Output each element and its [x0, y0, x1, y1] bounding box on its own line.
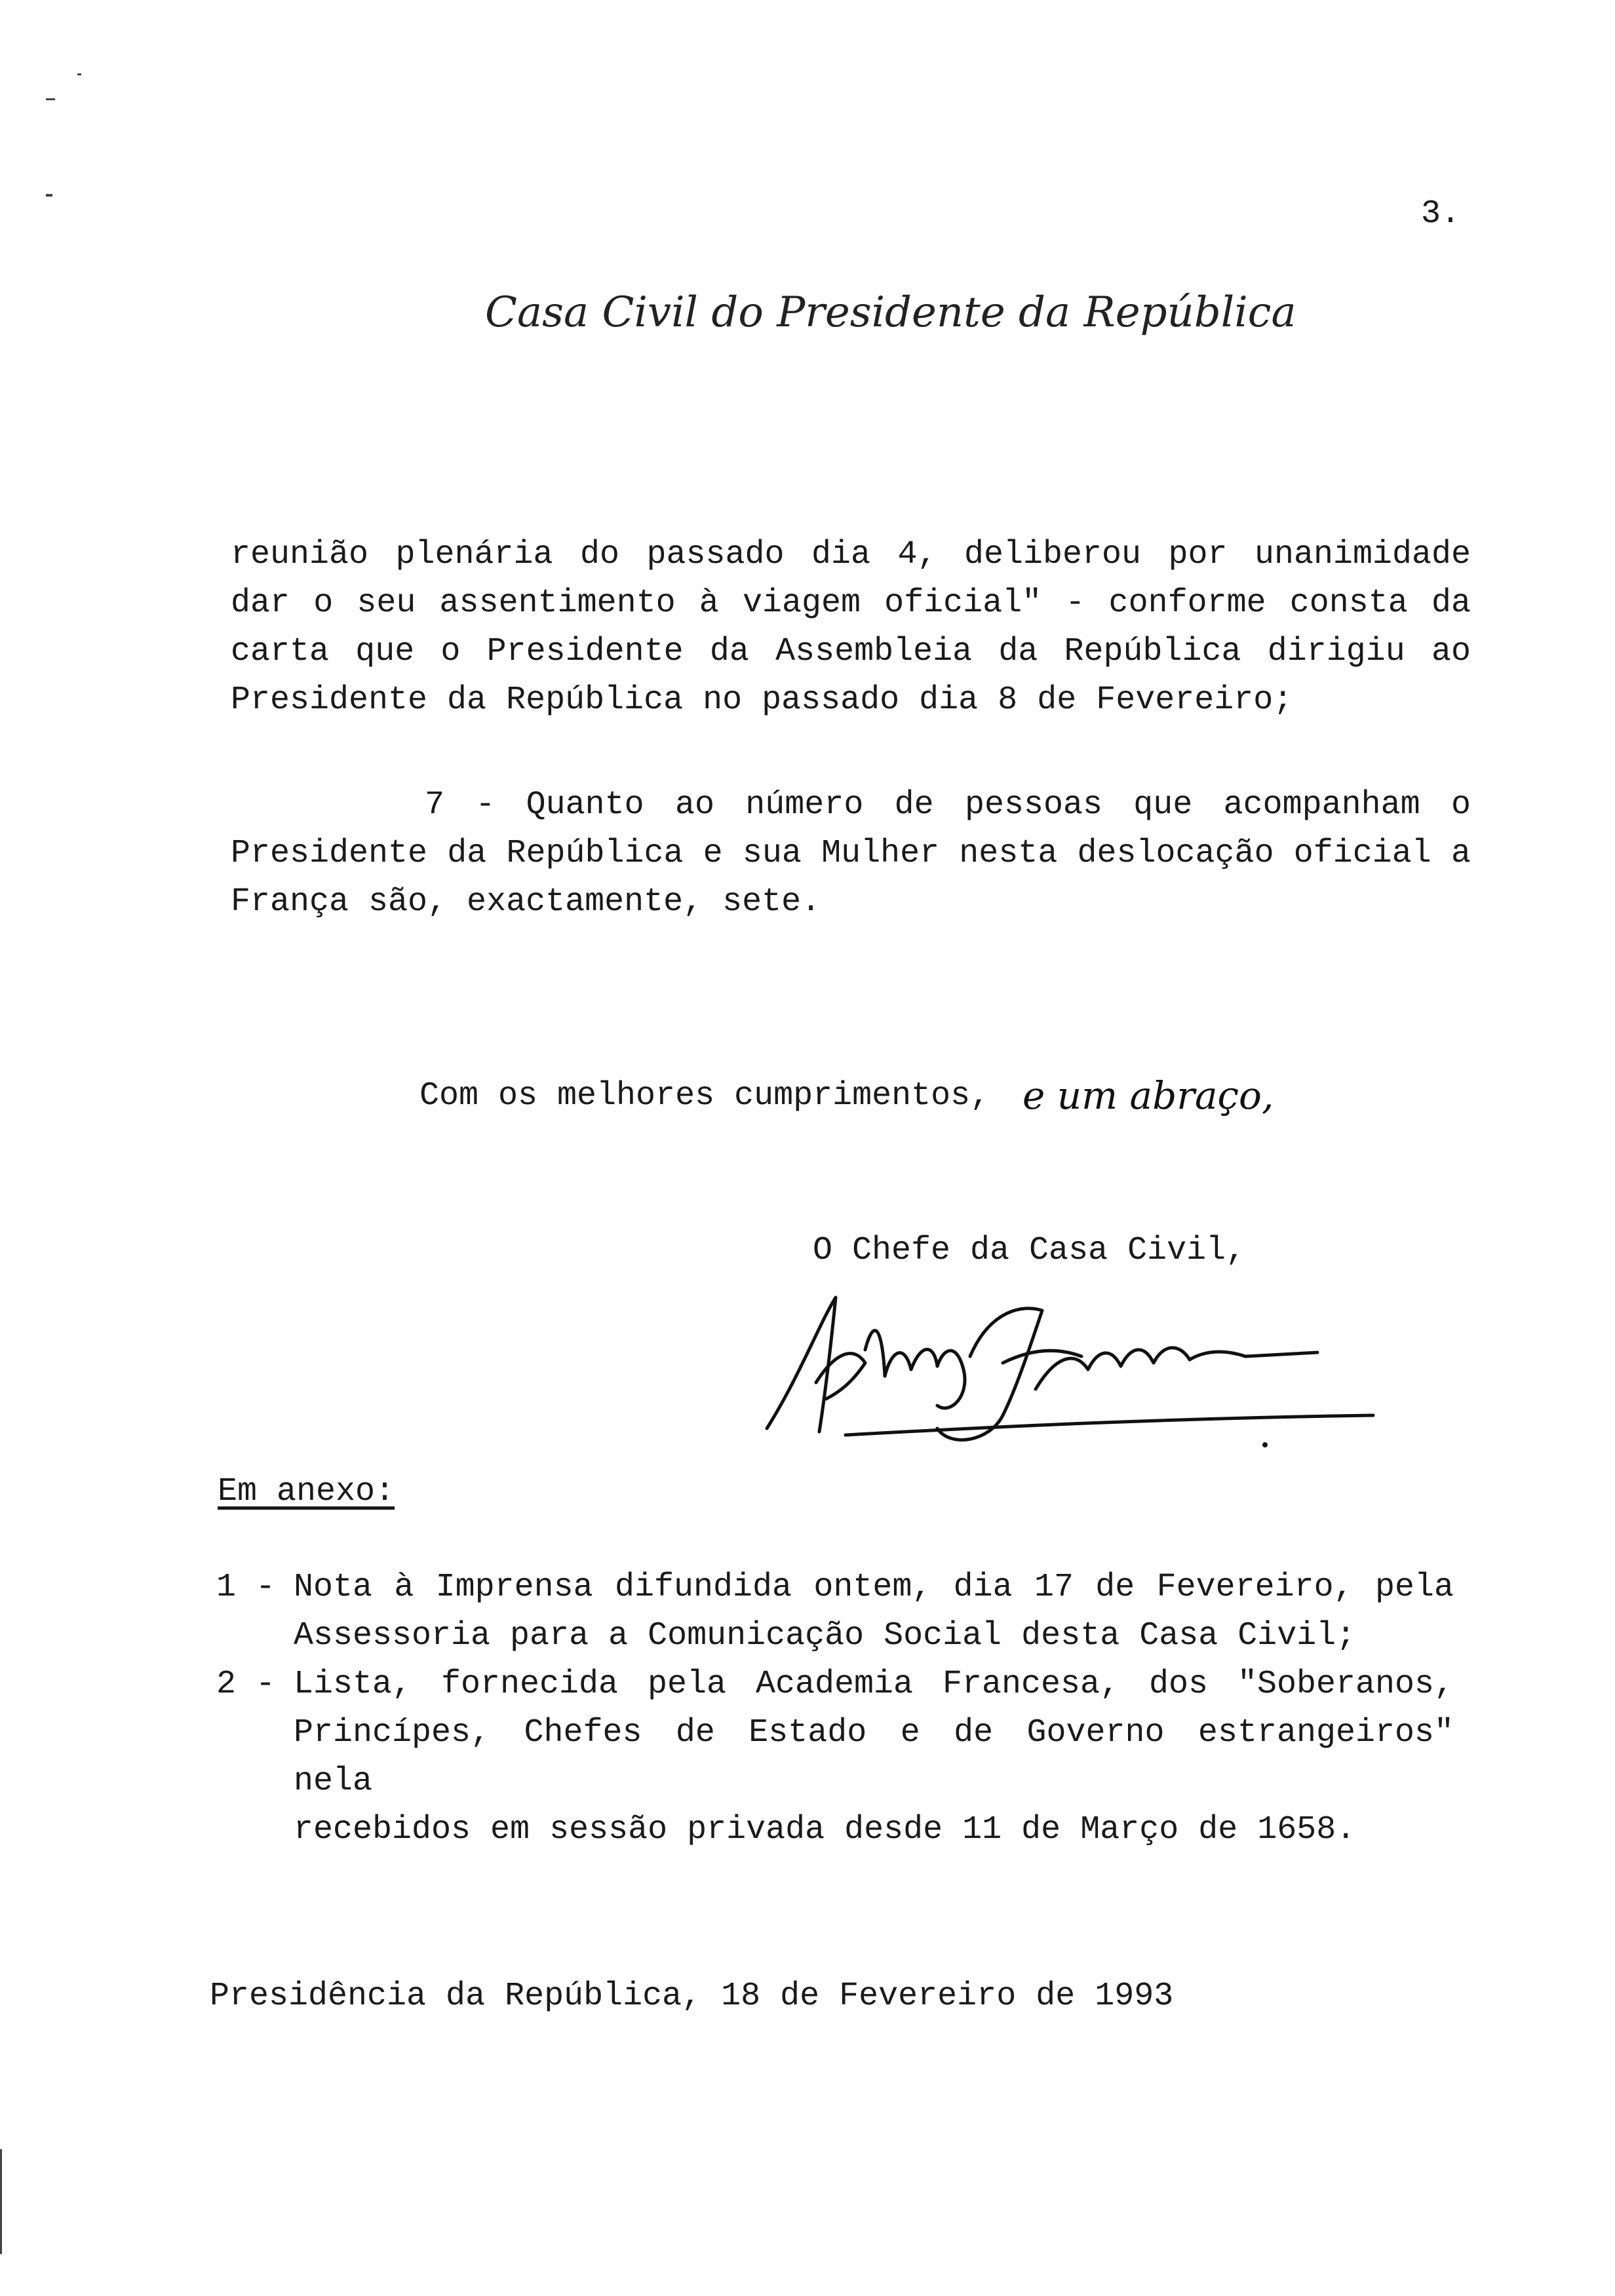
scan-mark — [77, 73, 81, 75]
handwritten-closing-text: e um abraço, — [1022, 1073, 1274, 1118]
handwritten-closing — [1022, 1062, 1390, 1134]
annex-item-line: Lista, fornecida pela Academia Francesa, dos "Soberanos, — [294, 1666, 1454, 1703]
scan-mark — [46, 194, 52, 197]
paragraph-line: Presidente da República e sua Mulher nesta deslocação oficial a — [231, 835, 1471, 872]
place-date: Presidência da República, 18 de Fevereiro de 1993 — [210, 1978, 1174, 2015]
annex-item-number: 1 - — [216, 1569, 276, 1606]
annex-item-line: recebidos em sessão privada desde 11 de Março de 1658. — [294, 1811, 1356, 1848]
annex-item-line: Princípes, Chefes de Estado e de Governo estrangeiros" nela — [294, 1714, 1454, 1800]
paragraph-6 — [231, 531, 1471, 725]
paragraph-line: carta que o Presidente da Assembleia da República dirigiu ao — [231, 633, 1471, 670]
paragraph-line: 7 - Quanto ao número de pessoas que acompanham o — [425, 786, 1471, 824]
annex-item-line: Nota à Imprensa difundida ontem, dia 17 de Fevereiro, pela — [294, 1569, 1454, 1606]
scan-edge — [0, 2149, 2, 2254]
paragraph-line: dar o seu assentimento à viagem oficial" - conforme consta da — [231, 584, 1471, 622]
letterhead — [485, 275, 1296, 347]
paragraph-line: França são, exactamente, sete. — [231, 883, 821, 921]
paragraph-line: reunião plenária do passado dia 4, deliberou por unanimidade — [231, 536, 1471, 573]
annex-item-line: Assessoria para a Comunicação Social desta Casa Civil; — [294, 1617, 1356, 1655]
annex-list — [216, 1563, 1462, 1854]
signature — [754, 1284, 1390, 1455]
annex-item — [216, 1563, 1462, 1660]
annex-heading: Em anexo: — [218, 1473, 395, 1510]
paragraph-line: Presidente da República no passado dia 8 de Fevereiro; — [231, 681, 1293, 719]
letterhead-text: Casa Civil do Presidente da República — [485, 288, 1296, 337]
annex-item-number: 2 - — [216, 1666, 276, 1703]
paragraph-7 — [231, 781, 1471, 927]
scan-mark — [46, 98, 55, 100]
page-number: 3. — [1421, 195, 1461, 233]
annex-item — [216, 1660, 1462, 1854]
closing-salutation: Com os melhores cumprimentos, — [419, 1077, 990, 1115]
signatory-title: O Chefe da Casa Civil, — [813, 1232, 1246, 1269]
